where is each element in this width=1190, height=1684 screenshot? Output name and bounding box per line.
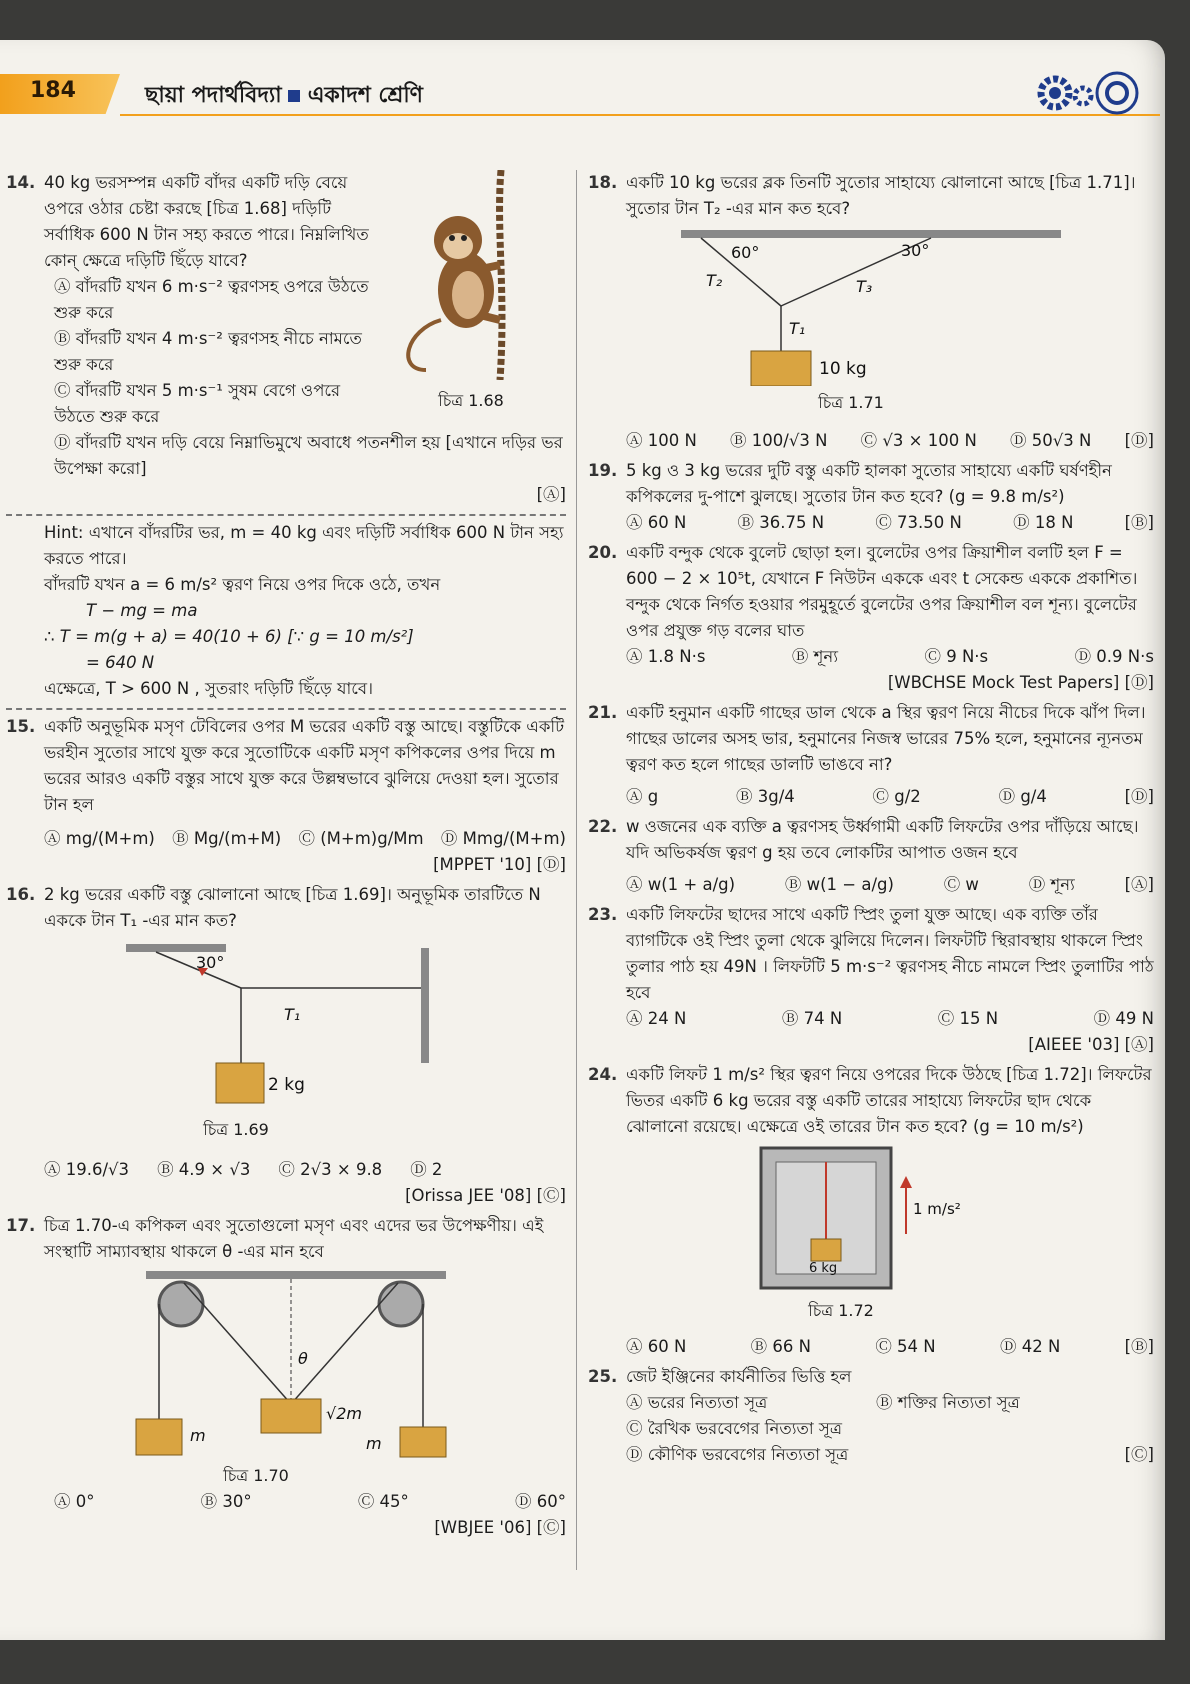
angle-label: 60° — [731, 243, 760, 262]
hint-line: এক্ষেত্রে, T > 600 N , সুতরাং দড়িটি ছিঁড়ে যাবে। — [44, 679, 373, 698]
option-d[interactable]: Ⓓ 50√3 N — [1010, 431, 1092, 450]
question-number: 23. — [588, 905, 618, 924]
acceleration-label: 1 m/s² — [913, 1200, 961, 1218]
option-a[interactable]: Ⓐ 100 N — [626, 431, 697, 450]
question-text: 40 kg ভরসম্পন্ন একটি বাঁদর একটি দড়ি বেয়ে ওপরে ওঠার চেষ্টা করছে [চিত্র 1.68] দড়িটি সর্বাধিক 600 N টান সহ্য করতে পারে। নিম্নলিখিত কোন্ ক্ষেত্রে দড়িটি ছিঁড়ে যাবে? — [44, 173, 369, 270]
source-tag: [WBJEE '06] [Ⓒ] — [434, 1518, 566, 1537]
answer-key: [Ⓓ] — [1124, 431, 1154, 450]
right-column — [588, 170, 1154, 1472]
option-a[interactable]: Ⓐ g — [626, 787, 659, 806]
option-c[interactable]: Ⓒ 2√3 × 9.8 — [278, 1160, 383, 1179]
option-d[interactable]: Ⓓ g/4 — [998, 787, 1047, 806]
option-c[interactable]: Ⓒ w — [943, 875, 979, 894]
equation: T − mg = ma — [86, 601, 198, 620]
option-a[interactable]: Ⓐ 19.6/√3 — [44, 1160, 130, 1179]
option-c[interactable]: Ⓒ 15 N — [937, 1009, 999, 1028]
option-b[interactable]: Ⓑ 66 N — [750, 1337, 811, 1356]
source-tag: [Orissa JEE '08] [Ⓒ] — [405, 1186, 566, 1205]
hint-line: Hint: এখানে বাঁদরটির ভর, m = 40 kg এবং দড়িটি সর্বাধিক 600 N টান সহ্য করতে পারে। — [44, 523, 564, 568]
left-column — [6, 170, 566, 1545]
option-a[interactable]: Ⓐ mg/(M+m) — [44, 829, 155, 848]
figure-caption: চিত্র 1.70 — [223, 1466, 289, 1485]
question-text: 2 kg ভরের একটি বস্তু ঝোলানো আছে [চিত্র 1.69]। অনুভূমিক তারটিতে N এককে টান T₁ -এর মান কত? — [44, 885, 541, 930]
answer-key: [Ⓐ] — [536, 485, 566, 504]
question-number: 25. — [588, 1367, 618, 1386]
question-16 — [6, 882, 566, 1209]
question-text: একটি বন্দুক থেকে বুলেট ছোড়া হল। বুলেটের ওপর ক্রিয়াশীল বলটি হল F = 600 − 2 × 10⁵t, যেখানে F নিউটন এককে এবং t সেকেন্ড এককে প্রকাশিত। বন্দুক থেকে নির্গত হওয়ার পরমুহূর্তে বুলেটের ওপর ক্রিয়াশীল বল শূন্য। বুলেটের ওপর প্রযুক্ত গড় বলের ঘাত — [626, 543, 1138, 640]
mass-label: √2m — [326, 1404, 362, 1423]
answer-key: [Ⓓ] — [1124, 787, 1154, 806]
option-a[interactable]: Ⓐ 60 N — [626, 1337, 687, 1356]
question-number: 24. — [588, 1065, 618, 1084]
option-c[interactable]: Ⓒ 54 N — [875, 1337, 936, 1356]
option-b[interactable]: Ⓑ 100/√3 N — [730, 431, 828, 450]
option-a[interactable]: Ⓐ 60 N — [626, 513, 687, 532]
option-b[interactable]: Ⓑ 74 N — [781, 1009, 843, 1028]
question-23 — [588, 902, 1154, 1058]
figure-caption: চিত্র 1.69 — [203, 1120, 269, 1139]
option-b[interactable]: Ⓑ 3g/4 — [735, 787, 795, 806]
question-15 — [6, 714, 566, 878]
question-number: 15. — [6, 717, 36, 736]
source-tag: [AIEEE '03] [Ⓐ] — [1028, 1035, 1154, 1054]
option-d[interactable]: Ⓓ 49 N — [1093, 1009, 1154, 1028]
column-divider — [576, 170, 577, 1570]
option-b[interactable]: Ⓑ বাঁদরটি যখন 4 m·s⁻² ত্বরণসহ নীচে নামতে শুরু করে — [54, 329, 362, 374]
question-number: 19. — [588, 461, 618, 480]
option-c[interactable]: Ⓒ বাঁদরটি যখন 5 m·s⁻¹ সুষম বেগে ওপরে উঠতে শুরু করে — [54, 381, 341, 426]
dashed-divider — [6, 708, 566, 710]
equation: ∴ T = m(g + a) = 40(10 + 6) [∵ g = 10 m/s²] — [44, 627, 414, 646]
question-number: 18. — [588, 173, 618, 192]
question-text: 5 kg ও 3 kg ভরের দুটি বস্তু একটি হালকা সুতোর সাহায্যে একটি ঘর্ষণহীন কপিকলের দু-পাশে ঝুলছে। সুতোর টান কত হবে? (g = 9.8 m/s²) — [626, 461, 1112, 506]
page-number: 184 — [30, 78, 76, 103]
question-22 — [588, 814, 1154, 898]
question-19 — [588, 458, 1154, 536]
option-d[interactable]: Ⓓ 42 N — [999, 1337, 1061, 1356]
option-d[interactable]: Ⓓ 18 N — [1013, 513, 1074, 532]
figure-caption: চিত্র 1.68 — [438, 391, 504, 410]
option-c[interactable]: Ⓒ g/2 — [872, 787, 921, 806]
angle-label: 30° — [196, 953, 225, 972]
question-number: 21. — [588, 703, 618, 722]
question-number: 14. — [6, 173, 36, 192]
book-subtitle: একাদশ শ্রেণি — [307, 83, 423, 108]
tension-label: T₁ — [789, 319, 806, 338]
hint-line: বাঁদরটি যখন a = 6 m/s² ত্বরণ নিয়ে ওপর দিকে ওঠে, তখন — [44, 575, 441, 594]
option-c[interactable]: Ⓒ 45° — [357, 1492, 409, 1511]
option-d[interactable]: Ⓓ 0.9 N·s — [1074, 647, 1154, 666]
tension-label: T₂ — [706, 271, 723, 290]
question-text: একটি অনুভূমিক মসৃণ টেবিলের ওপর M ভরের একটি বস্তু আছে। বস্তুটিকে একটি ভরহীন সুতোর সাথে যুক্ত করে সুতোটিকে একটি মসৃণ কপিকলের ওপর দিয়ে m ভরের আরও একটি বস্তুর সাথে যুক্ত করে উল্লম্বভাবে ঝুলিয়ে দেওয়া হল। সুতোর টান হল — [44, 717, 565, 814]
question-number: 17. — [6, 1216, 36, 1235]
header-rule — [120, 114, 1160, 116]
option-d[interactable]: Ⓓ 2 — [410, 1160, 443, 1179]
option-b[interactable]: Ⓑ 36.75 N — [737, 513, 825, 532]
option-b[interactable]: Ⓑ শক্তির নিত্যতা সূত্র — [876, 1393, 1020, 1412]
option-b[interactable]: Ⓑ 4.9 × √3 — [157, 1160, 251, 1179]
option-b[interactable]: Ⓑ Mg/(m+M) — [172, 829, 282, 848]
mass-label: m — [366, 1434, 382, 1453]
question-14 — [6, 170, 566, 710]
question-21 — [588, 700, 1154, 810]
option-c[interactable]: Ⓒ √3 × 100 N — [860, 431, 977, 450]
option-b[interactable]: Ⓑ 30° — [200, 1492, 252, 1511]
option-d[interactable]: Ⓓ বাঁদরটি যখন দড়ি বেয়ে নিম্নাভিমুখে অবাধে পতনশীল হয় [এখানে দড়ির ভর উপেক্ষা করো] — [54, 433, 563, 478]
option-b[interactable]: Ⓑ শূন্য — [791, 647, 839, 666]
option-c[interactable]: Ⓒ রৈখিক ভরবেগের নিত্যতা সূত্র — [626, 1419, 842, 1438]
answer-key: [Ⓒ] — [1124, 1445, 1154, 1464]
option-d[interactable]: Ⓓ 60° — [514, 1492, 566, 1511]
option-a[interactable]: Ⓐ বাঁদরটি যখন 6 m·s⁻² ত্বরণসহ ওপরে উঠতে শুরু করে — [54, 277, 369, 322]
answer-key: [Ⓐ] — [1124, 875, 1154, 894]
question-number: 22. — [588, 817, 618, 836]
option-d[interactable]: Ⓓ Mmg/(M+m) — [440, 829, 566, 848]
option-c[interactable]: Ⓒ 73.50 N — [875, 513, 962, 532]
question-text: একটি হনুমান একটি গাছের ডাল থেকে a স্থির ত্বরণ নিয়ে নীচের দিকে ঝাঁপ দিল। গাছের ডালের অসহ ভার, হনুমানের নিজস্ব ভারের 75% হলে, হনুমানের ন্যূনতম ত্বরণ কত হলে গাছের ডালটি ভাঙবে না? — [626, 703, 1146, 774]
option-d[interactable]: Ⓓ কৌণিক ভরবেগের নিত্যতা সূত্র — [626, 1445, 849, 1464]
monkey-on-rope-figure — [396, 170, 546, 380]
question-text: একটি 10 kg ভরের ব্লক তিনটি সুতোর সাহায্যে ঝোলানো আছে [চিত্র 1.71]। সুতোর টান T₂ -এর মান কত হবে? — [626, 173, 1136, 218]
hanging-mass-figure-1-69 — [76, 938, 496, 1113]
question-text: একটি লিফটের ছাদের সাথে একটি স্প্রিং তুলা যুক্ত আছে। এক ব্যক্তি তাঁর ব্যাগটিকে ওই স্প্রিং তুলা থেকে ঝুলিয়ে দিলেন। লিফটটি স্থিরাবস্থায় থাকলে স্প্রিং তুলার পাঠ হয় 49N । লিফটটি 5 m·s⁻² ত্বরণসহ নীচে নামলে স্প্রিং তুলাটির পাঠ হবে — [626, 905, 1154, 1002]
square-bullet-icon — [288, 90, 300, 102]
gear-head-icon — [1025, 68, 1145, 118]
figure-caption: চিত্র 1.72 — [808, 1301, 874, 1320]
question-text: w ওজনের এক ব্যক্তি a ত্বরণসহ উর্ধ্বগামী একটি লিফটের ওপর দাঁড়িয়ে আছে। যদি অভিকর্ষজ ত্বরণ g হয় তবে লোকটির আপাত ওজন হবে — [626, 817, 1139, 862]
page-header — [0, 68, 1165, 118]
tension-label: T₁ — [284, 1005, 301, 1024]
option-c[interactable]: Ⓒ 9 N·s — [924, 647, 989, 666]
question-text: একটি লিফট 1 m/s² স্থির ত্বরণ নিয়ে ওপরের দিকে উঠছে [চিত্র 1.72]। লিফটের ভিতর একটি 6 kg ভরের বস্তু একটি তারের সাহায্যে লিফটের ছাদ থেকে ঝোলানো রয়েছে। এক্ষেত্রে ওই তারের টান কত হবে? (g = 10 m/s²) — [626, 1065, 1152, 1136]
answer-key: [Ⓑ] — [1124, 1337, 1154, 1356]
question-number: 20. — [588, 543, 618, 562]
question-number: 16. — [6, 885, 36, 904]
three-string-figure-1-71 — [671, 226, 1071, 386]
lift-figure-1-72 — [741, 1144, 1001, 1294]
option-a[interactable]: Ⓐ ভরের নিত্যতা সূত্র — [626, 1393, 768, 1412]
option-d[interactable]: Ⓓ শূন্য — [1028, 875, 1075, 894]
theta-label: θ — [298, 1349, 308, 1368]
pulley-system-figure-1-70 — [66, 1269, 506, 1459]
tension-label: T₃ — [856, 277, 873, 296]
source-tag: [WBCHSE Mock Test Papers] [Ⓓ] — [887, 673, 1154, 692]
option-a[interactable]: Ⓐ 1.8 N·s — [626, 647, 706, 666]
dashed-divider — [6, 514, 566, 516]
figure-caption: চিত্র 1.71 — [818, 393, 884, 412]
mass-label: 10 kg — [819, 359, 867, 379]
question-24 — [588, 1062, 1154, 1360]
question-text: চিত্র 1.70-এ কপিকল এবং সুতোগুলো মসৃণ এবং এদের ভর উপেক্ষণীয়। এই সংস্থাটি সাম্যাবস্থায় থাকলে θ -এর মান হবে — [44, 1216, 544, 1261]
book-title-text: ছায়া পদার্থবিদ্যা — [145, 83, 282, 108]
option-a[interactable]: Ⓐ 0° — [54, 1492, 95, 1511]
mass-label: 6 kg — [809, 1261, 838, 1276]
question-25 — [588, 1364, 1154, 1468]
book-title — [145, 78, 423, 115]
angle-label: 30° — [901, 241, 930, 260]
equation: = 640 N — [86, 653, 155, 672]
mass-label: m — [190, 1426, 206, 1445]
question-18 — [588, 170, 1154, 454]
question-20 — [588, 540, 1154, 696]
option-a[interactable]: Ⓐ w(1 + a/g) — [626, 875, 736, 894]
option-a[interactable]: Ⓐ 24 N — [626, 1009, 687, 1028]
option-c[interactable]: Ⓒ (M+m)g/Mm — [298, 829, 424, 848]
source-tag: [MPPET '10] [Ⓓ] — [433, 855, 566, 874]
question-17 — [6, 1213, 566, 1541]
question-text: জেট ইঞ্জিনের কার্যনীতির ভিত্তি হল — [626, 1367, 852, 1386]
answer-key: [Ⓑ] — [1124, 513, 1154, 532]
mass-label: 2 kg — [268, 1075, 305, 1095]
option-b[interactable]: Ⓑ w(1 − a/g) — [784, 875, 894, 894]
